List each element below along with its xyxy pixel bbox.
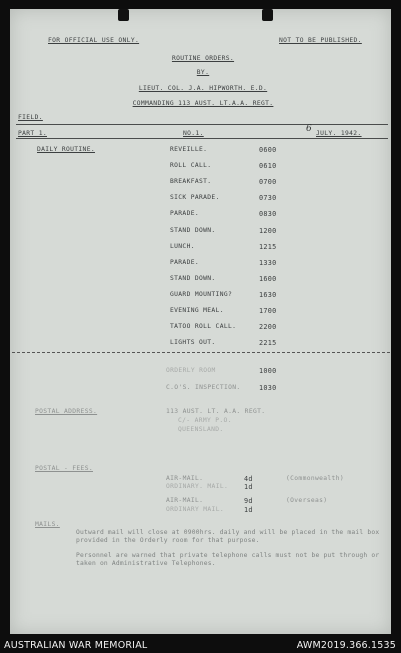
date-rule <box>16 138 388 139</box>
routine-item-name: SICK PARADE. <box>170 194 220 202</box>
routine-item-time: 1700 <box>259 307 277 315</box>
officer-name: LIEUT. COL. J.A. HIPWORTH. E.D. <box>138 85 268 92</box>
daily-routine-heading: DAILY ROUTINE. <box>37 146 95 153</box>
header-rule <box>16 124 388 125</box>
routine-item-name: GUARD MOUNTING? <box>170 290 233 298</box>
routine-item-time: 1600 <box>259 274 277 283</box>
postal-address-line-3: QUEENSLAND. <box>178 426 224 433</box>
handwritten-day: 6 <box>306 124 312 134</box>
field-label: FIELD. <box>18 114 43 121</box>
routine-item-name: EVENING MEAL. <box>170 307 224 314</box>
routine-item-name: PARADE. <box>170 258 199 266</box>
fee-row-2-value: 1d <box>244 483 253 491</box>
archive-reference: AWM2019.366.1535 <box>296 640 396 651</box>
routine-item-time: 0610 <box>259 162 277 171</box>
punch-hole-left <box>118 9 129 21</box>
fee-row-1-name: AIR-MAIL. <box>166 475 204 482</box>
routine-item-time: 1330 <box>259 258 277 267</box>
routine-item-name: TATOO ROLL CALL. <box>170 323 237 331</box>
routine-item-time: 0700 <box>259 178 277 187</box>
routine-item-time: 1215 <box>259 242 277 251</box>
routine-item-name: STAND DOWN. <box>170 226 216 234</box>
postal-fees-label: POSTAL - FEES. <box>35 465 93 472</box>
routine-item-name: LIGHTS OUT. <box>170 339 216 347</box>
punch-hole-right <box>262 9 273 21</box>
by-line: BY. <box>196 69 210 76</box>
orderly-room-label: ORDERLY ROOM <box>166 367 216 374</box>
archive-credit: AUSTRALIAN WAR MEMORIAL <box>4 640 148 651</box>
fee-row-3-value: 9d <box>244 497 253 505</box>
fee-row-3-note: (Overseas) <box>286 497 328 504</box>
routine-item-time: 0830 <box>259 210 277 219</box>
inspection-label: C.O'S. INSPECTION. <box>166 384 241 391</box>
classification-left: FOR OFFICIAL USE ONLY. <box>48 37 140 44</box>
routine-item-time: 0730 <box>259 194 277 203</box>
routine-item-time: 2200 <box>259 323 277 332</box>
outward-mail-note: Outward mail will close at 0900hrs. daily and will be placed in the mail box provided in the Orderly room for that purpose. <box>76 529 380 544</box>
postal-address-line-1: 113 AUST. LT. A.A. REGT. <box>166 408 266 415</box>
document-title: ROUTINE ORDERS. <box>171 55 235 62</box>
fee-row-4-value: 1d <box>244 506 253 514</box>
routine-item-name: REVEILLE. <box>170 146 208 153</box>
inspection-time: 1030 <box>259 384 277 392</box>
classification-right: NOT TO BE PUBLISHED. <box>279 37 362 44</box>
routine-item-name: PARADE. <box>170 210 199 218</box>
fee-row-1-note: (Commonwealth) <box>286 475 344 482</box>
command-line: COMMANDING 113 AUST. LT.A.A. REGT. <box>132 100 274 107</box>
orderly-room-time: 1000 <box>259 367 277 375</box>
routine-item-time: 2215 <box>259 339 277 348</box>
routine-item-name: BREAKFAST. <box>170 178 212 186</box>
mails-label: MAILS. <box>35 521 60 528</box>
routine-item-name: STAND DOWN. <box>170 274 216 282</box>
routine-item-time: 1630 <box>259 290 277 299</box>
section-divider <box>12 352 390 353</box>
routine-item-time: 0600 <box>259 146 277 154</box>
order-number: NO.1. <box>183 130 204 137</box>
routine-item-time: 1200 <box>259 226 277 235</box>
telephone-note: Personnel are warned that private telephone calls must not be put through or taken on Administrative Telephones. <box>76 552 380 567</box>
fee-row-3-name: AIR-MAIL. <box>166 497 204 504</box>
part-label: PART 1. <box>18 130 47 137</box>
fee-row-4-name: ORDINARY MAIL. <box>166 506 224 513</box>
postal-address-label: POSTAL ADDRESS. <box>35 408 98 415</box>
routine-item-name: LUNCH. <box>170 242 195 250</box>
fee-row-2-name: ORDINARY. MAIL. <box>166 483 229 490</box>
routine-item-name: ROLL CALL. <box>170 162 212 170</box>
fee-row-1-value: 4d <box>244 475 253 483</box>
postal-address-line-2: C/- ARMY P.O. <box>178 417 232 424</box>
order-date: JULY. 1942. <box>316 130 362 137</box>
